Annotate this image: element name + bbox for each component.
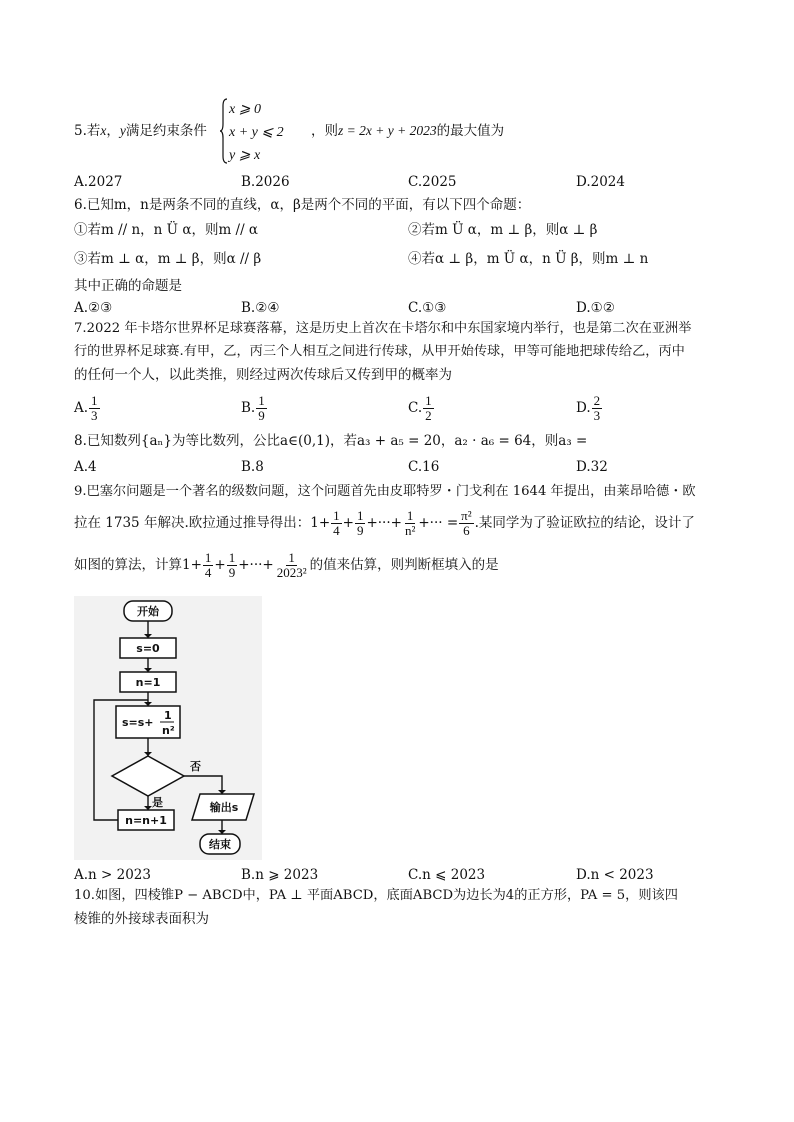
q5-option-c: C.2025 bbox=[408, 174, 457, 190]
constraint-3: y ⩾ x bbox=[229, 148, 261, 163]
q6-option-c: C.①③ bbox=[408, 300, 447, 316]
constraint-2: x + y ⩽ 2 bbox=[229, 125, 284, 140]
flow-output-label: 输出s bbox=[209, 801, 239, 814]
q6-option-d: D.①② bbox=[576, 300, 615, 316]
flow-decision-diamond bbox=[112, 756, 184, 796]
q7-line-2: 行的世界杯足球赛.有甲，乙，丙三个人相互之间进行传球，从甲开始传球，甲等可能地把球传给乙，丙中 bbox=[74, 344, 685, 359]
q6-proposition-3: ③若m ⊥ α，m ⊥ β，则α // β bbox=[74, 251, 262, 267]
q5-stem: 5.若x，y满足约束条件 bbox=[74, 123, 207, 139]
q9-line-2: 拉在 1735 年解决.欧拉通过推导得出：1+ $\frac{1}{4}$ + $\frac{1}{9}$ +···+ $\frac{1}{\text{n²}}$ +··· = $\frac{\text{π²}}{6}$ .某同学为了验证欧拉的结论，设计了 bbox=[74, 508, 695, 538]
q7-option-c: C. $\frac{1}{2}$ bbox=[408, 393, 432, 423]
q9-option-c: C.n ⩽ 2023 bbox=[408, 867, 486, 883]
q6-ask: 其中正确的命题是 bbox=[74, 278, 182, 294]
q6-proposition-1: ①若m // n，n Ü α，则m // α bbox=[74, 222, 259, 238]
constraint-1: x ⩾ 0 bbox=[229, 102, 261, 117]
q7-option-a: A. $\frac{1}{3}$ bbox=[74, 393, 98, 423]
constraint-brace bbox=[220, 98, 228, 164]
q7-line-1: 7.2022 年卡塔尔世界杯足球赛落幕，这是历史上首次在卡塔尔和中东国家境内举行，也是第二次在亚洲举 bbox=[74, 321, 692, 336]
svg-text:n²: n² bbox=[162, 724, 175, 737]
flow-update-label: s=s+ bbox=[122, 716, 154, 729]
q9-option-d: D.n < 2023 bbox=[576, 867, 654, 883]
svg-text:1: 1 bbox=[164, 709, 172, 722]
q7-option-d: D. $\frac{2}{3}$ bbox=[576, 393, 601, 423]
flow-s0-label: s=0 bbox=[136, 642, 160, 655]
q8-option-c: C.16 bbox=[408, 459, 440, 475]
q8-option-a: A.4 bbox=[74, 459, 97, 475]
q9-line-3: 如图的算法，计算1+ $\frac{1}{4}$ + $\frac{1}{9}$ +···+ $\frac{1}{\text{2023²}}$ 的值来估算，则判断框填入的是 bbox=[74, 550, 499, 580]
q10-line-2: 棱锥的外接球表面积为 bbox=[74, 911, 209, 927]
q9-option-b: B.n ⩾ 2023 bbox=[241, 867, 319, 883]
q8-stem: 8.已知数列{aₙ}为等比数列，公比a∈(0,1)，若a₃ + a₅ = 20，a₂ · a₆ = 64，则a₃ = bbox=[74, 433, 588, 449]
q6-proposition-4: ④若α ⊥ β，m Ü α，n Ü β，则m ⊥ n bbox=[408, 251, 649, 267]
flow-incr-label: n=n+1 bbox=[125, 814, 167, 827]
q7-line-3: 的任何一个人，以此类推，则经过两次传球后又传到甲的概率为 bbox=[74, 367, 452, 383]
q5-objective: ，则z = 2x + y + 2023的最大值为 bbox=[311, 123, 505, 139]
algorithm-flowchart bbox=[74, 596, 262, 860]
q6-proposition-2: ②若m Ü α，m ⊥ β，则α ⊥ β bbox=[408, 222, 598, 238]
q7-option-b: B. $\frac{1}{9}$ bbox=[241, 393, 265, 423]
q6-option-a: A.②③ bbox=[74, 300, 113, 316]
q5-option-a: A.2027 bbox=[74, 174, 123, 190]
flow-n1-label: n=1 bbox=[135, 676, 161, 689]
flow-start-label: 开始 bbox=[137, 605, 159, 618]
q9-line-1: 9.巴塞尔问题是一个著名的级数问题，这个问题首先由皮耶特罗・门戈利在 1644 年提出，由莱昂哈德・欧 bbox=[74, 484, 696, 499]
q6-stem: 6.已知m，n是两条不同的直线，α，β是两个不同的平面，有以下四个命题： bbox=[74, 197, 531, 213]
constraint-system bbox=[229, 98, 284, 167]
flow-end-label: 结束 bbox=[209, 838, 231, 851]
q10-line-1: 10.如图，四棱锥P − ABCD中，PA ⊥ 平面ABCD，底面ABCD为边长为4的正方形，PA = 5，则该四 bbox=[74, 888, 678, 903]
flow-yes-label: 是 bbox=[152, 796, 163, 809]
q9-option-a: A.n > 2023 bbox=[74, 867, 151, 883]
q5-option-b: B.2026 bbox=[241, 174, 290, 190]
q8-option-b: B.8 bbox=[241, 459, 264, 475]
q6-option-b: B.②④ bbox=[241, 300, 280, 316]
q8-option-d: D.32 bbox=[576, 459, 608, 475]
flow-no-label: 否 bbox=[190, 760, 201, 773]
q5-option-d: D.2024 bbox=[576, 174, 625, 190]
